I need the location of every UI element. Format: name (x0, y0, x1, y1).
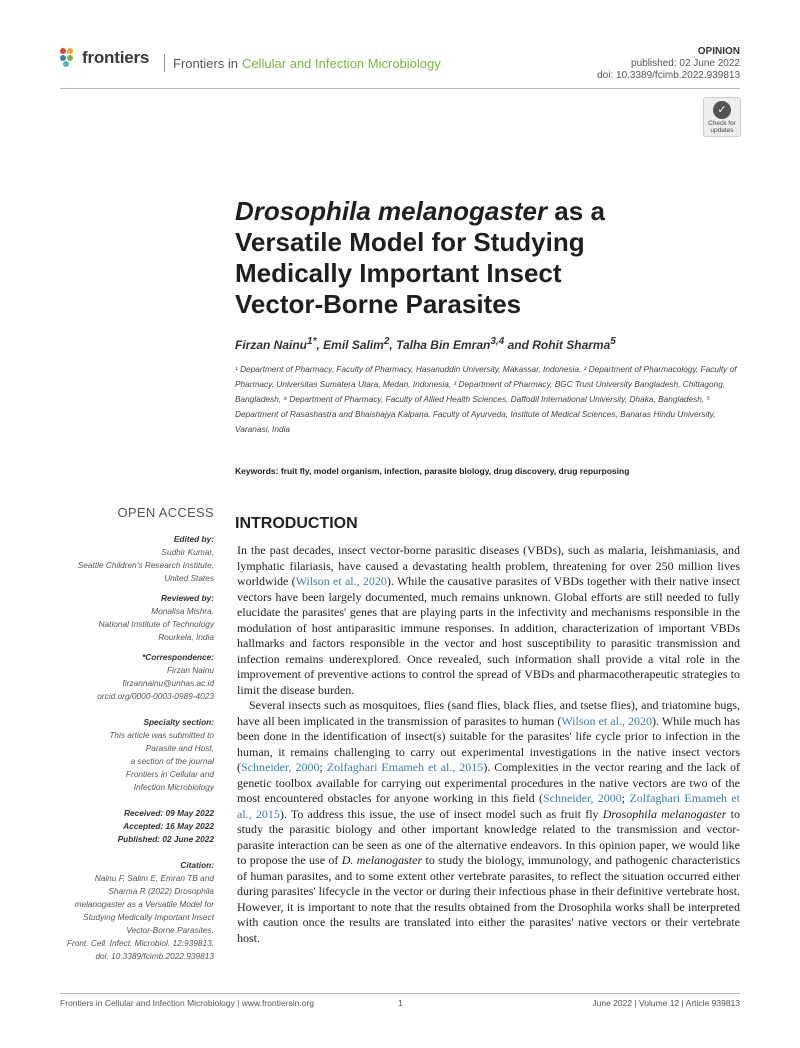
citation-heading: Citation: (180, 860, 214, 870)
published-date-side: Published: 02 June 2022 (117, 834, 214, 844)
paragraph (237, 543, 740, 698)
keywords (235, 466, 629, 476)
correspondence-email[interactable]: firzannainu@unhas.ac.id (122, 678, 214, 688)
title-part-1: as a (547, 196, 605, 226)
citation-link[interactable]: Wilson et al., 2020 (561, 713, 653, 728)
footer-issue: June 2022 | Volume 12 | Article 939813 (592, 998, 740, 1008)
citation-line: melanogaster as a Versatile Model for (74, 899, 214, 909)
citation-line: Studying Medically Important Insect (83, 912, 214, 922)
reviewed-by-heading: Reviewed by: (160, 593, 214, 603)
check-for-updates-button[interactable] (703, 97, 741, 137)
specialty-line: Infection Microbiology (133, 782, 214, 792)
specialty-heading: Specialty section: (143, 717, 214, 727)
editor-line: Sudhir Kumar, (161, 547, 214, 557)
author-name[interactable]: Firzan Nainu (235, 338, 308, 352)
title-species: Drosophila melanogaster (235, 196, 548, 226)
citation-link[interactable]: Zolfaghari Emameh et al., 2015 (237, 791, 740, 821)
sidebar (60, 505, 214, 963)
author-sup: 5 (610, 336, 616, 347)
author-sup: 3,4 (490, 336, 505, 347)
citation-line: Nainu F, Salim E, Emran TB and (94, 873, 214, 883)
article-doi[interactable]: doi: 10.3389/fcimb.2022.939813 (597, 70, 740, 81)
citation-doi[interactable]: doi: 10.3389/fcimb.2022.939813 (95, 951, 214, 961)
text-run: Several insects such as mosquitoes, flies (sand flies, black flies, and tsetse flies), and triatomine bugs, have all been implicated in the transmission of parasites to human ( (237, 698, 740, 728)
open-access-label: OPEN ACCESS (117, 505, 214, 520)
author-list: Firzan Nainu$^{1*}$, Emil Salim$^2$, Talha Bin Emran$^{3,4}$ and Rohit Sharma$^5$ (235, 336, 616, 352)
footer-rule (60, 993, 740, 994)
text-run: In the past decades, insect vector-borne parasitic diseases (VBDs), such as malaria, leishmaniasis, and lymphatic filariasis, have caused a devastating health problem, threatening for over 250 million lives worldwide ( (237, 543, 740, 588)
editor-line: Seattle Children's Research Institute, (77, 560, 214, 570)
title-line-4: Vector-Borne Parasites (235, 289, 522, 319)
header-divider (164, 54, 165, 72)
citation-line: Front. Cell. Infect. Microbiol. 12:939813. (66, 938, 214, 948)
article-title (235, 196, 705, 320)
text-run: ; (319, 760, 327, 774)
journal-prefix: Frontiers in (173, 55, 239, 71)
accepted-date: Accepted: 16 May 2022 (123, 821, 214, 831)
author-name[interactable]: Talha Bin Emran (396, 338, 491, 352)
correspondence-line: Firzan Nainu (166, 665, 214, 675)
species-name: Drosophila melanogaster (602, 806, 727, 821)
keywords-text: fruit fly, model organism, infection, parasite biology, drug discovery, drug repurposing (280, 466, 630, 476)
correspondence-orcid[interactable]: orcid.org/0000-0003-0989-4023 (97, 691, 214, 701)
text-run: ). While much has been done in the identification of insect(s) suitable for the parasites' life cycle prior to infection in the human, it remains challenging to carry out experimental investigations in the native insect vectors ( (237, 713, 741, 774)
check-label-2: updates (710, 127, 734, 134)
author-name[interactable]: Emil Salim (323, 338, 384, 352)
citation-line: Sharma R (2022) Drosophila (108, 886, 214, 896)
published-date: published: 02 June 2022 (631, 58, 740, 69)
correspondence-heading: *Correspondence: (142, 652, 214, 662)
species-name: D. melanogaster (341, 853, 423, 867)
citation-link[interactable]: Schneider, 2000 (241, 760, 320, 774)
specialty-line: Parasite and Host, (145, 743, 214, 753)
text-run: to study the parasitic biology and other important knowledge related to the transmission and vector-parasite interaction can be seen as one of the alternative endeavors. In this opinion paper, we would like to propose the use of (237, 806, 740, 867)
reviewer-line: National Institute of Technology (98, 619, 214, 629)
author-sup: 2 (383, 336, 390, 347)
received-date: Received: 09 May 2022 (124, 808, 214, 818)
text-run: ; (621, 791, 630, 805)
page-number: 1 (398, 998, 403, 1008)
article-meta (597, 46, 740, 82)
footer-journal[interactable]: Frontiers in Cellular and Infection Microbiology | www.frontiersin.org (60, 998, 315, 1008)
citation-link[interactable]: Schneider, 2000 (542, 791, 622, 805)
citation-link[interactable]: Wilson et al., 2020 (295, 574, 387, 588)
specialty-line: a section of the journal (130, 756, 214, 766)
citation-link[interactable]: Zolfaghari Emameh et al., 2015 (326, 760, 484, 774)
frontiers-logo-icon (60, 48, 76, 68)
journal-name[interactable] (164, 54, 441, 72)
journal-title: Cellular and Infection Microbiology (242, 55, 441, 71)
section-heading: INTRODUCTION (235, 515, 358, 532)
affiliations: ¹ Department of Pharmacy, Faculty of Pharmacy, Hasanuddin University, Makassar, Indonesia, ² Department of Pharmacology, Faculty of Pharmacy, Universitas Sumatera Utara, Medan, Indonesia, ³ Department of Pharmacy, BGC Trust University Bangladesh, Chittagong, Bangladesh, ⁴ Department of Pharmacy, Faculty of Allied Health Sciences, Daffodil International University, Dhaka, Bangladesh, ⁵ Department of Rasashastra and Bhaishajya Kalpana, Faculty of Ayurveda, Institute of Medical Sciences, Banaras Hindu University, Varanasi, India (235, 364, 737, 434)
author-name[interactable]: Rohit Sharma (532, 338, 611, 352)
text-run: to study the biology, immunology, and pathogenic characteristics of human parasites, and to some extent other vertebrate parasites, to reflect the situation occurred either during parasites' lifecycle in the vector or during their infectious phase in their definitive vertebrate host. However, it is important to note that the results obtained from the Drosophila works shall be interpreted with caution once the results are translated into either the parasites' native vectors or their vertebrate host. (237, 853, 741, 945)
check-updates-icon: ✓ (713, 101, 731, 119)
editor-line: United States (164, 573, 214, 583)
specialty-line: Frontiers in Cellular and (125, 769, 214, 779)
check-label-1: Check for (708, 120, 736, 127)
logo-text: frontiers (82, 48, 150, 67)
author-sup: 1* (307, 336, 317, 347)
title-line-2: Versatile Model for Studying (235, 227, 585, 257)
article-body (237, 543, 740, 946)
text-run: ). Complexities in the vector rearing and the lack of genetic toolbox available for carrying out experimental procedures in the native vectors are two of the most encountered obstacles for anyone working in this field ( (237, 760, 740, 805)
keywords-label: Keywords: (235, 466, 279, 476)
reviewer-line: Monalisa Mishra, (151, 606, 214, 616)
text-run: ). While the causative parasites of VBDs together with their native insect vectors have been largely documented, much remains unknown. Global efforts are still needed to fully elucidate the parasites' genes that are playing parts in the infectivity and mechanisms responsible in the modulation of host antiparasitic immune responses. In addition, characterization of important VBDs hallmarks and factors responsible in the vector and host susceptibility to parasitic transmission and infection remains underexplored. Once revealed, such information shall provide a vital role in the improvement of preventive actions to control the spread of VBDs and pharmacotherapeutic strategies to limit the disease burden. (237, 574, 740, 697)
reviewer-line: Rourkela, India (158, 632, 214, 642)
frontiers-logo[interactable] (60, 48, 149, 68)
citation-line: Vector-Borne Parasites. (126, 925, 214, 935)
title-line-3: Medically Important Insect (235, 258, 562, 288)
article-type: OPINION (697, 46, 740, 57)
edited-by-heading: Edited by: (173, 534, 214, 544)
header-rule (60, 88, 740, 89)
paragraph (237, 698, 740, 946)
text-run: ). To address this issue, the use of insect model such as fruit fly (279, 806, 603, 821)
specialty-line: This article was submitted to (109, 730, 214, 740)
